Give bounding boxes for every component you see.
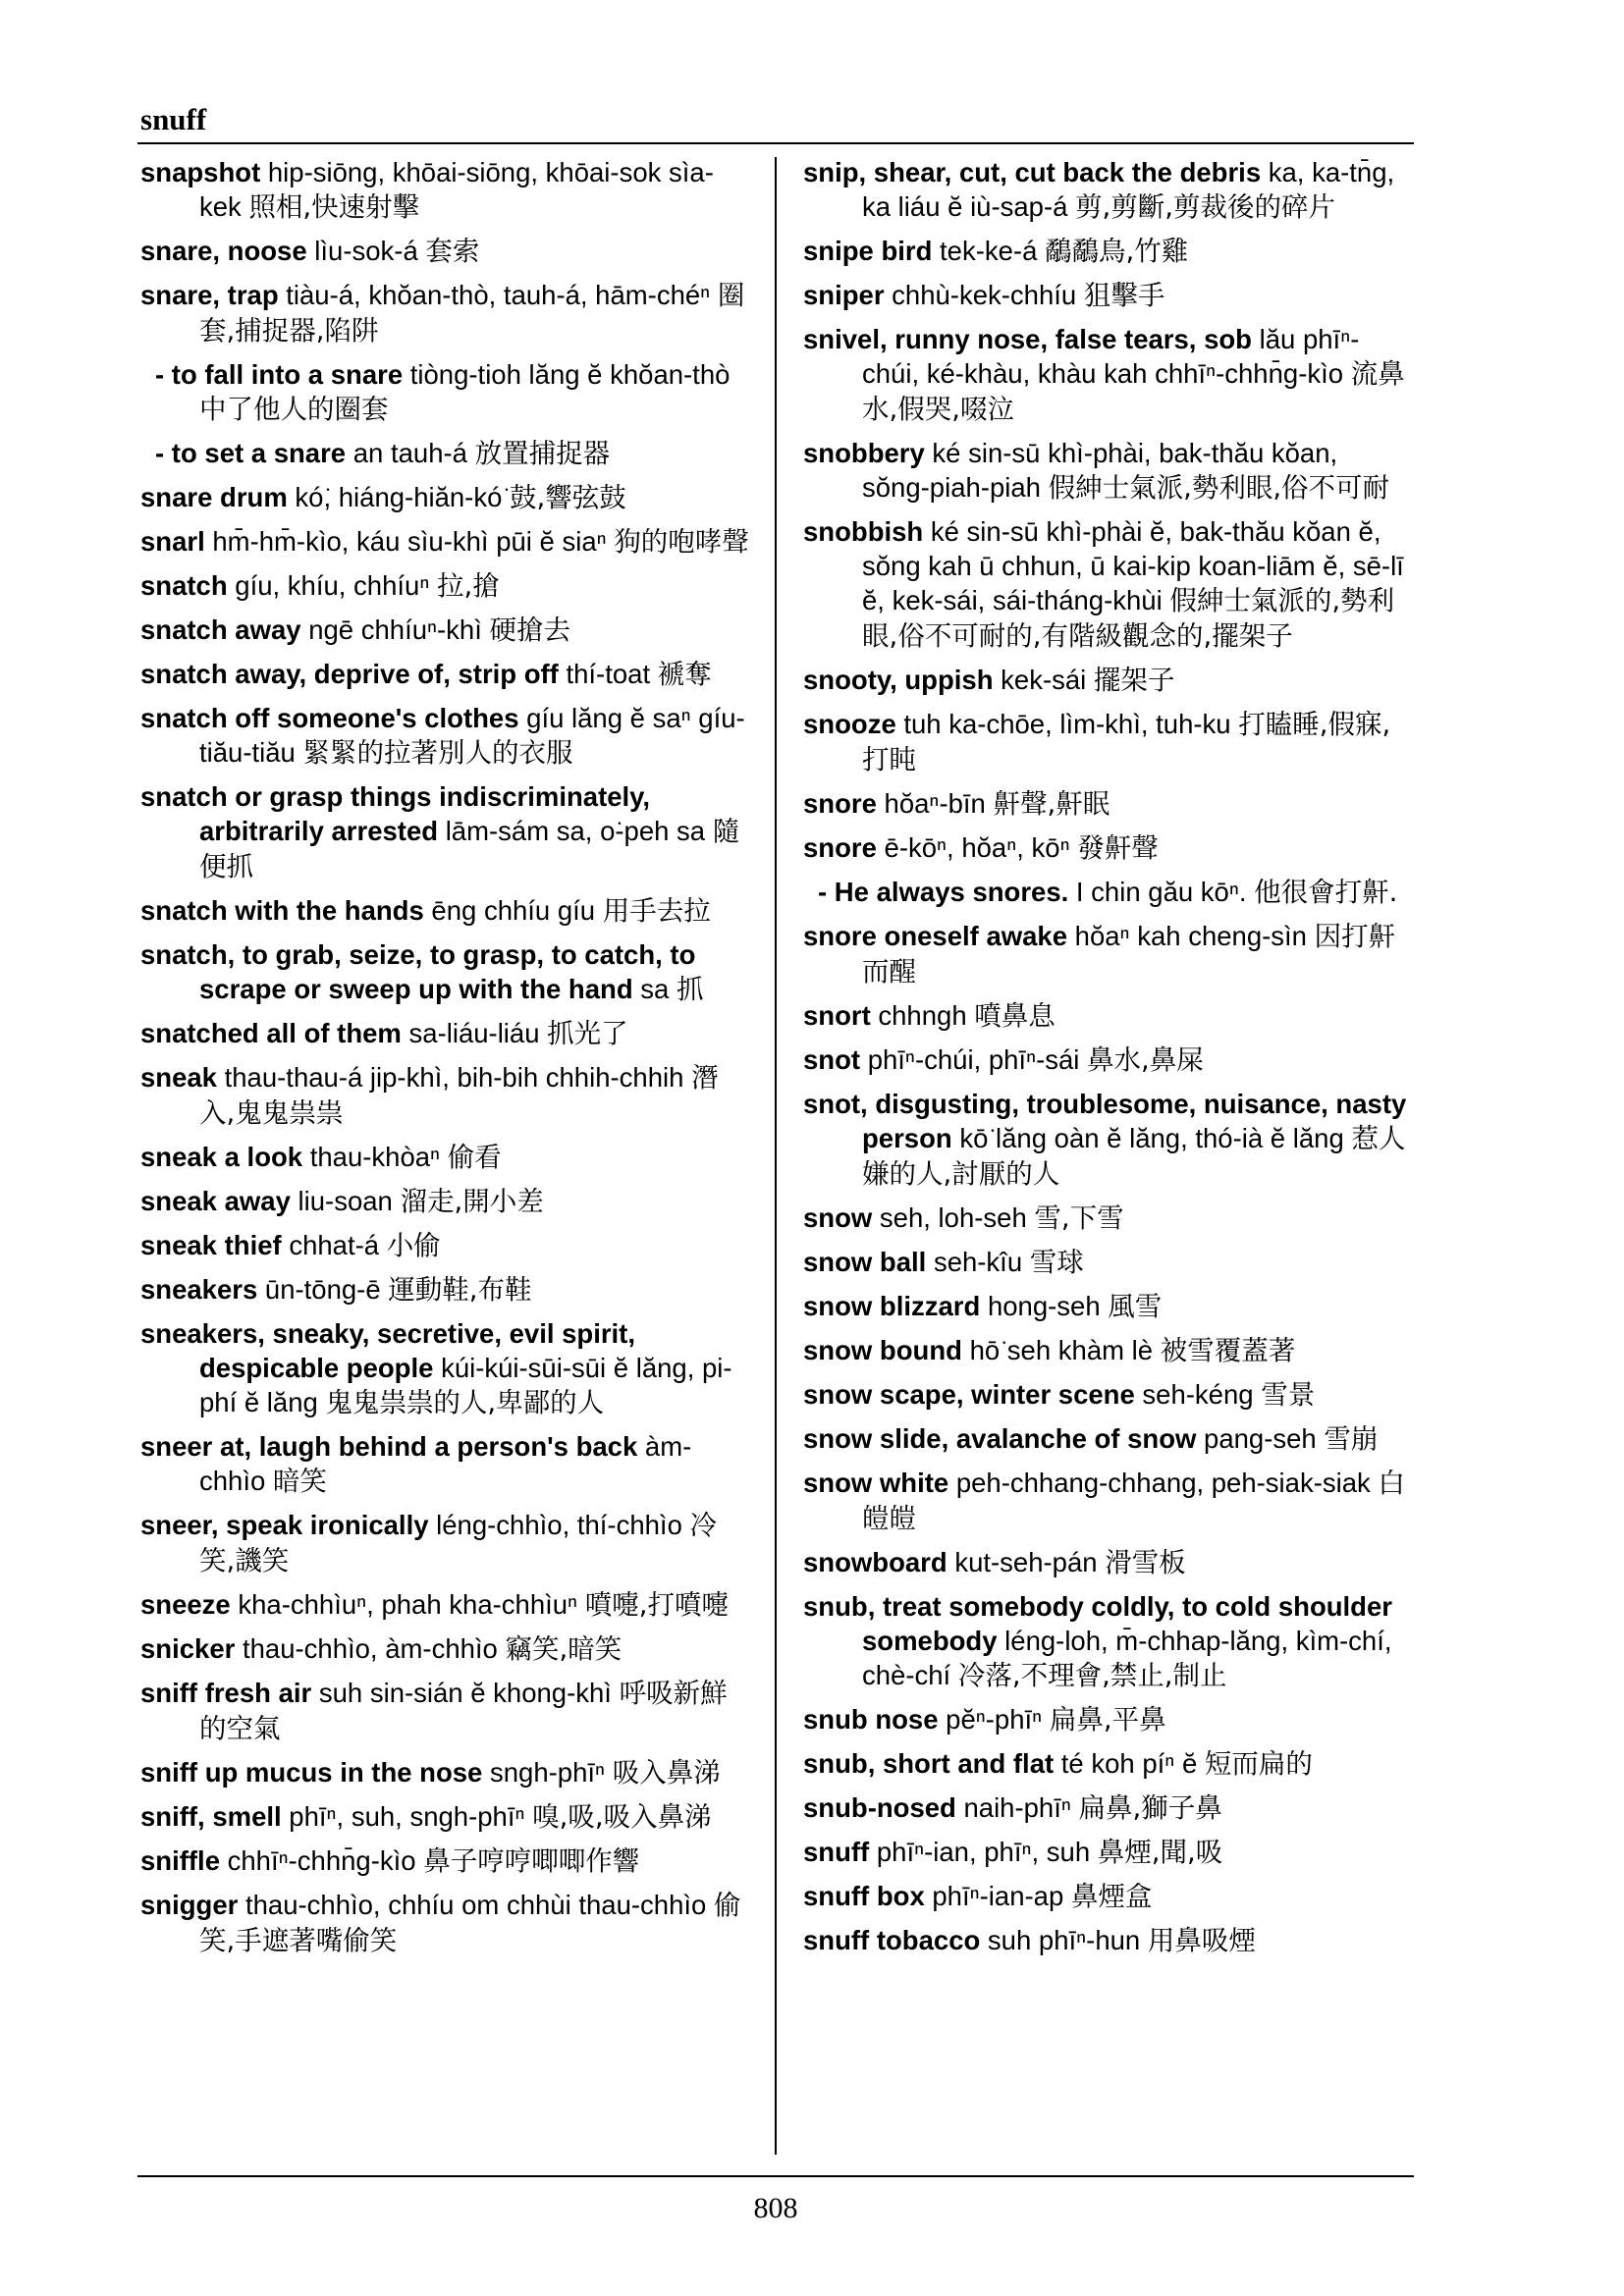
dictionary-entry bbox=[140, 937, 749, 1007]
chinese-translation: 雪球 bbox=[1029, 1247, 1084, 1278]
romanization: tiàu-á, khŏan-thò, tauh-á, hām-chéⁿ bbox=[286, 280, 711, 310]
headword: snub, short and flat bbox=[803, 1748, 1055, 1779]
left-column bbox=[140, 155, 749, 1967]
dictionary-entry bbox=[140, 1316, 749, 1420]
headword: sneak thief bbox=[140, 1230, 282, 1260]
chinese-translation: 風雪 bbox=[1108, 1291, 1163, 1322]
romanization: kó͘, hiáng-hiăn-kó͘ bbox=[295, 482, 503, 512]
headword: sneer, speak ironically bbox=[140, 1510, 429, 1540]
romanization: kō͘ lăng oàn ĕ lăng, thó-ià ĕ lăng bbox=[959, 1123, 1344, 1153]
headword: snobbish bbox=[803, 516, 924, 547]
romanization: té koh píⁿ ĕ bbox=[1060, 1748, 1198, 1779]
headword: sneer at, laugh behind a person's back bbox=[140, 1431, 638, 1462]
chinese-translation: 抓 bbox=[676, 974, 704, 1005]
headword: snatch away bbox=[140, 614, 301, 645]
romanization: chhngh bbox=[878, 1000, 967, 1031]
chinese-translation: 小偷 bbox=[386, 1230, 441, 1261]
chinese-translation: 放置捕捉器 bbox=[474, 438, 611, 469]
dictionary-entry bbox=[803, 1333, 1412, 1368]
dictionary-entry bbox=[140, 893, 749, 929]
romanization: kha-chhìuⁿ, phah kha-chhìuⁿ bbox=[238, 1589, 578, 1620]
headword: sneakers, sneaky, secretive, evil spirit, despicable people bbox=[140, 1318, 635, 1383]
headword: sniffle bbox=[140, 1845, 220, 1876]
headword: snobbery bbox=[803, 438, 925, 468]
footer-rule bbox=[137, 2175, 1414, 2177]
chinese-translation: 打瞌睡,假寐,打盹 bbox=[862, 709, 1391, 775]
headword: snooty, uppish bbox=[803, 665, 994, 695]
chinese-translation: 雪,下雪 bbox=[1034, 1202, 1124, 1234]
romanization: lām-sám sa, o͘-peh sa bbox=[445, 816, 706, 846]
chinese-translation: 竊笑,暗笑 bbox=[505, 1633, 623, 1665]
chinese-translation: 噴鼻息 bbox=[974, 1000, 1056, 1032]
dictionary-entry bbox=[803, 1377, 1412, 1413]
column-divider bbox=[775, 157, 777, 2155]
romanization: sa-liáu-liáu bbox=[408, 1018, 540, 1048]
dictionary-entry bbox=[803, 919, 1412, 989]
header-rule bbox=[137, 142, 1414, 144]
dictionary-entry bbox=[140, 278, 749, 348]
romanization: hŏaⁿ-bīn bbox=[884, 788, 986, 819]
chinese-translation: 用手去拉 bbox=[602, 895, 711, 927]
dictionary-entry bbox=[140, 1272, 749, 1308]
headword: sneak away bbox=[140, 1186, 291, 1216]
romanization: suh sin-sián ĕ khong-khì bbox=[318, 1678, 612, 1708]
dictionary-entry bbox=[803, 1289, 1412, 1324]
headword: snivel, runny nose, false tears, sob bbox=[803, 324, 1252, 354]
chinese-translation: 惹人嫌的人,討厭的人 bbox=[862, 1123, 1406, 1190]
romanization: chhīⁿ-chhn̄g-kìo bbox=[227, 1845, 416, 1876]
chinese-translation: 偷笑,手遮著嘴偷笑 bbox=[199, 1890, 741, 1956]
romanization: phīⁿ-chúi, phīⁿ-sái bbox=[867, 1044, 1080, 1075]
dictionary-entry bbox=[140, 1060, 749, 1131]
chinese-translation: 鼻子哼哼唧唧作響 bbox=[423, 1845, 640, 1877]
example-entry bbox=[140, 357, 749, 427]
headword: sniper bbox=[803, 280, 885, 310]
headword: snooze bbox=[803, 709, 896, 739]
headword: snot, disgusting, troublesome, nuisance, nasty person bbox=[803, 1089, 1407, 1153]
headword: snatch bbox=[140, 570, 228, 601]
dictionary-entry bbox=[140, 701, 749, 771]
romanization: suh phīⁿ-hun bbox=[987, 1925, 1141, 1955]
dictionary-entry bbox=[803, 830, 1412, 866]
chinese-translation: 隨便抓 bbox=[199, 816, 740, 882]
romanization: tek-ke-á bbox=[940, 236, 1038, 266]
romanization: hō͘ seh khàm lè bbox=[969, 1335, 1154, 1365]
romanization: phīⁿ, suh, sngh-phīⁿ bbox=[289, 1801, 525, 1832]
headword: - to fall into a snare bbox=[155, 359, 404, 390]
dictionary-entry bbox=[803, 155, 1412, 225]
dictionary-entry bbox=[140, 480, 749, 515]
guide-word: snuff bbox=[140, 102, 207, 136]
romanization: ngē chhíuⁿ-khì bbox=[308, 614, 482, 645]
headword: snatch, to grab, seize, to grasp, to catch, to scrape or sweep up with the hand bbox=[140, 939, 696, 1004]
chinese-translation: 雪崩 bbox=[1324, 1423, 1379, 1455]
romanization: thau-chhìo, àm-chhìo bbox=[242, 1633, 498, 1664]
headword: snub nose bbox=[803, 1704, 939, 1735]
romanization: seh-kéng bbox=[1142, 1379, 1254, 1410]
headword: snatched all of them bbox=[140, 1018, 402, 1048]
dictionary-entry bbox=[140, 1140, 749, 1175]
romanization: thau-khòaⁿ bbox=[309, 1142, 441, 1172]
chinese-translation: 鬼鬼祟祟的人,卑鄙的人 bbox=[325, 1387, 605, 1418]
example-entry bbox=[803, 875, 1412, 910]
page-number: 808 bbox=[753, 2192, 798, 2224]
dictionary-entry bbox=[803, 998, 1412, 1034]
headword: - He always snores. bbox=[818, 877, 1069, 907]
romanization: kut-seh-pán bbox=[954, 1547, 1098, 1577]
chinese-translation: 中了他人的圈套 bbox=[199, 394, 389, 425]
chinese-translation: 圈套,捕捉器,陷阱 bbox=[199, 280, 745, 347]
headword: - to set a snare bbox=[155, 438, 347, 468]
romanization: pang-seh bbox=[1204, 1423, 1317, 1454]
chinese-translation: 潛入,鬼鬼祟祟 bbox=[199, 1062, 719, 1129]
dictionary-entry bbox=[140, 1429, 749, 1499]
dictionary-entry bbox=[803, 514, 1412, 654]
chinese-translation: 運動鞋,布鞋 bbox=[388, 1274, 532, 1306]
romanization: an tauh-á bbox=[352, 438, 467, 468]
headword: snow ball bbox=[803, 1247, 927, 1277]
dictionary-entry bbox=[140, 1676, 749, 1746]
headword: snow white bbox=[803, 1468, 949, 1498]
romanization: peh-chhang-chhang, peh-siak-siak bbox=[955, 1468, 1371, 1498]
dictionary-entry bbox=[803, 1589, 1412, 1693]
romanization: kek-sái bbox=[1001, 665, 1087, 695]
headword: snore oneself awake bbox=[803, 921, 1068, 951]
dictionary-entry bbox=[803, 1421, 1412, 1457]
romanization: ké sin-sū khì-phài, bak-thău kŏan, sŏng-piah-piah bbox=[862, 438, 1338, 503]
romanization: hm̄-hm̄-kìo, káu sìu-khì pūi ĕ siaⁿ bbox=[212, 526, 607, 557]
chinese-translation: 狗的咆哮聲 bbox=[614, 526, 749, 558]
dictionary-entry bbox=[140, 1843, 749, 1879]
headword: sneak a look bbox=[140, 1142, 303, 1172]
dictionary-entry bbox=[803, 1545, 1412, 1580]
chinese-translation: 抓光了 bbox=[547, 1018, 628, 1049]
chinese-translation: 硬搶去 bbox=[489, 614, 571, 646]
headword: snuff tobacco bbox=[803, 1925, 981, 1955]
dictionary-entry bbox=[803, 234, 1412, 269]
romanization: seh-kîu bbox=[933, 1247, 1023, 1277]
headword: snare drum bbox=[140, 482, 288, 512]
chinese-translation: 假紳士氣派的,勢利眼,俗不可耐的,有階級觀念的,擺架子 bbox=[862, 585, 1395, 652]
dictionary-entry bbox=[803, 1746, 1412, 1782]
dictionary-entry bbox=[140, 524, 749, 560]
romanization: hip-siōng, khōai-siōng, khōai-sok sìa-kek bbox=[199, 157, 714, 222]
romanization: hŏaⁿ kah cheng-sìn bbox=[1074, 921, 1307, 951]
chinese-translation: 因打鼾而醒 bbox=[862, 921, 1396, 988]
dictionary-entry bbox=[140, 779, 749, 884]
romanization: seh, loh-seh bbox=[879, 1202, 1027, 1233]
dictionary-entry bbox=[803, 707, 1412, 777]
headword: snatch or grasp things indiscriminately, arbitrarily arrested bbox=[140, 781, 651, 846]
chinese-translation: 他很會打鼾. bbox=[1254, 877, 1398, 908]
chinese-translation: 假紳士氣派,勢利眼,俗不可耐 bbox=[1048, 472, 1390, 504]
headword: snare, trap bbox=[140, 280, 279, 310]
chinese-translation: 發鼾聲 bbox=[1077, 832, 1159, 864]
dictionary-entry bbox=[803, 1879, 1412, 1914]
romanization: thau-thau-á jip-khì, bih-bih chhih-chhih bbox=[224, 1062, 684, 1093]
headword: snow bbox=[803, 1202, 873, 1233]
chinese-translation: 鼓,響弦鼓 bbox=[510, 482, 626, 513]
headword: snub-nosed bbox=[803, 1792, 956, 1823]
headword: sneakers bbox=[140, 1274, 258, 1305]
chinese-translation: 鼻煙盒 bbox=[1070, 1881, 1153, 1912]
dictionary-entry bbox=[803, 1042, 1412, 1078]
romanization: liu-soan bbox=[298, 1186, 393, 1216]
headword: snare, noose bbox=[140, 236, 307, 266]
romanization: naih-phīⁿ bbox=[963, 1792, 1071, 1823]
chinese-translation: 狙擊手 bbox=[1083, 280, 1165, 311]
chinese-translation: 被雪覆蓋著 bbox=[1160, 1335, 1296, 1366]
chinese-translation: 緊緊的拉著別人的衣服 bbox=[302, 737, 573, 769]
headword: snore bbox=[803, 832, 877, 863]
dictionary-entry bbox=[140, 1755, 749, 1790]
headword: sneak bbox=[140, 1062, 217, 1093]
headword: snub, treat somebody coldly, to cold shoulder somebody bbox=[803, 1591, 1392, 1656]
dictionary-entry bbox=[140, 613, 749, 648]
chinese-translation: 拉,搶 bbox=[437, 570, 500, 602]
romanization: ka, ka-tn̄g, ka liáu ĕ iù-sap-á bbox=[862, 157, 1395, 222]
romanization: sngh-phīⁿ bbox=[490, 1757, 606, 1788]
chinese-translation: 冷笑,譏笑 bbox=[199, 1510, 718, 1576]
dictionary-entry bbox=[803, 278, 1412, 313]
chinese-translation: 擺架子 bbox=[1093, 665, 1175, 696]
romanization: phīⁿ-ian-ap bbox=[932, 1881, 1064, 1911]
dictionary-entry bbox=[140, 657, 749, 692]
headword: snip, shear, cut, cut back the debris bbox=[803, 157, 1262, 187]
example-entry bbox=[140, 436, 749, 471]
headword: sniff up mucus in the nose bbox=[140, 1757, 483, 1788]
dictionary-entry bbox=[140, 155, 749, 225]
dictionary-entry bbox=[140, 1016, 749, 1051]
romanization: ēng chhíu gíu bbox=[431, 895, 596, 926]
chinese-translation: 褫奪 bbox=[657, 659, 712, 690]
romanization: kúi-kúi-sūi-sūi ĕ lăng, pi-phí ĕ lăng bbox=[199, 1353, 732, 1417]
headword: snow blizzard bbox=[803, 1291, 981, 1321]
headword: snore bbox=[803, 788, 877, 819]
headword: snuff box bbox=[803, 1881, 925, 1911]
chinese-translation: 套索 bbox=[425, 236, 480, 267]
chinese-translation: 鼻水,鼻屎 bbox=[1087, 1044, 1204, 1076]
headword: snuff bbox=[803, 1837, 870, 1867]
dictionary-entry bbox=[140, 568, 749, 604]
dictionary-entry bbox=[803, 663, 1412, 698]
chinese-translation: 偷看 bbox=[447, 1142, 502, 1173]
chinese-translation: 剪,剪斷,剪裁後的碎片 bbox=[1075, 191, 1336, 223]
headword: sniff fresh air bbox=[140, 1678, 312, 1708]
chinese-translation: 冷落,不理會,禁止,制止 bbox=[957, 1660, 1227, 1691]
dictionary-entry bbox=[140, 1228, 749, 1263]
romanization: gíu lăng ĕ saⁿ gíu-tiău-tiău bbox=[199, 703, 745, 768]
dictionary-entry bbox=[803, 1835, 1412, 1870]
chinese-translation: 滑雪板 bbox=[1105, 1547, 1186, 1578]
dictionary-entry bbox=[803, 322, 1412, 427]
dictionary-entry bbox=[803, 436, 1412, 506]
chinese-translation: 吸入鼻涕 bbox=[612, 1757, 721, 1789]
chinese-translation: 鼾聲,鼾眠 bbox=[993, 788, 1110, 820]
right-column bbox=[803, 155, 1412, 1967]
romanization: chhù-kek-chhíu bbox=[892, 280, 1077, 310]
romanization: ē-kōⁿ, hŏaⁿ, kōⁿ bbox=[884, 832, 1070, 863]
headword: snow bound bbox=[803, 1335, 962, 1365]
dictionary-entry bbox=[803, 1201, 1412, 1236]
dictionary-entry bbox=[140, 1508, 749, 1578]
romanization: ké sin-sū khì-phài ĕ, bak-thău kŏan ĕ, sŏng kah ū chhun, ū kai-kip koan-liām ĕ, sē-lī ĕ, kek-sái, sái-tháng-khùi bbox=[862, 516, 1404, 615]
romanization: thí-toat bbox=[566, 659, 651, 689]
romanization: I chin gău kōⁿ. bbox=[1075, 877, 1247, 907]
headword: snicker bbox=[140, 1633, 236, 1664]
dictionary-entry bbox=[140, 1799, 749, 1835]
romanization: àm-chhìo bbox=[199, 1431, 692, 1496]
headword: snowboard bbox=[803, 1547, 947, 1577]
headword: snot bbox=[803, 1044, 861, 1075]
romanization: phīⁿ-ian, phīⁿ, suh bbox=[876, 1837, 1091, 1867]
dictionary-entry bbox=[803, 786, 1412, 822]
headword: sniff, smell bbox=[140, 1801, 282, 1832]
romanization: thau-chhìo, chhíu om chhùi thau-chhìo bbox=[244, 1890, 707, 1920]
dictionary-entry bbox=[803, 1087, 1412, 1192]
chinese-translation: 噴嚏,打噴嚏 bbox=[584, 1589, 729, 1621]
romanization: lìu-sok-á bbox=[314, 236, 418, 266]
dictionary-entry bbox=[140, 1587, 749, 1623]
dictionary-entry bbox=[803, 1245, 1412, 1280]
chinese-translation: 雪景 bbox=[1261, 1379, 1316, 1411]
chinese-translation: 照相,快速射擊 bbox=[248, 191, 420, 223]
chinese-translation: 用鼻吸煙 bbox=[1147, 1925, 1256, 1956]
romanization: ūn-tōng-ē bbox=[264, 1274, 381, 1305]
romanization: sa bbox=[640, 974, 670, 1004]
headword: snow scape, winter scene bbox=[803, 1379, 1135, 1410]
headword: snort bbox=[803, 1000, 871, 1031]
chinese-translation: 暗笑 bbox=[272, 1466, 327, 1497]
romanization: gíu, khíu, chhíuⁿ bbox=[235, 570, 430, 601]
chinese-translation: 鼻煙,聞,吸 bbox=[1097, 1837, 1223, 1868]
chinese-translation: 扁鼻,獅子鼻 bbox=[1078, 1792, 1222, 1824]
romanization: pĕⁿ-phīⁿ bbox=[946, 1704, 1043, 1735]
romanization: hong-seh bbox=[987, 1291, 1101, 1321]
dictionary-entry bbox=[140, 234, 749, 269]
dictionary-entry bbox=[803, 1923, 1412, 1958]
headword: snatch off someone's clothes bbox=[140, 703, 519, 733]
dictionary-entry bbox=[803, 1466, 1412, 1536]
headword: snow slide, avalanche of snow bbox=[803, 1423, 1197, 1454]
chinese-translation: 流鼻水,假哭,啜泣 bbox=[862, 358, 1405, 425]
chinese-translation: 溜走,開小差 bbox=[400, 1186, 544, 1217]
chinese-translation: 呼吸新鮮的空氣 bbox=[199, 1678, 728, 1744]
headword: snipe bird bbox=[803, 236, 933, 266]
romanization: lău phīⁿ-chúi, ké-khàu, khàu kah chhīⁿ-chhn̄g-kìo bbox=[862, 324, 1360, 389]
romanization: léng-loh, m̄-chhap-lăng, kìm-chí, chè-chí bbox=[862, 1626, 1392, 1690]
headword: sneeze bbox=[140, 1589, 231, 1620]
dictionary-entry bbox=[140, 1888, 749, 1958]
romanization: tiòng-tioh lăng ĕ khŏan-thò bbox=[409, 359, 731, 390]
romanization: chhat-á bbox=[289, 1230, 380, 1260]
chinese-translation: 鷸鷸鳥,竹雞 bbox=[1045, 236, 1189, 267]
headword: snatch with the hands bbox=[140, 895, 424, 926]
headword: snarl bbox=[140, 526, 205, 557]
headword: snigger bbox=[140, 1890, 239, 1920]
dictionary-entry bbox=[803, 1790, 1412, 1826]
dictionary-entry bbox=[140, 1631, 749, 1667]
dictionary-entry bbox=[140, 1184, 749, 1219]
chinese-translation: 短而扁的 bbox=[1204, 1748, 1313, 1780]
chinese-translation: 扁鼻,平鼻 bbox=[1049, 1704, 1166, 1735]
dictionary-entry bbox=[803, 1702, 1412, 1737]
romanization: léng-chhìo, thí-chhìo bbox=[436, 1510, 682, 1540]
headword: snapshot bbox=[140, 157, 261, 187]
chinese-translation: 白皚皚 bbox=[862, 1468, 1405, 1534]
romanization: tuh ka-chōe, lìm-khì, tuh-ku bbox=[903, 709, 1231, 739]
chinese-translation: 嗅,吸,吸入鼻涕 bbox=[532, 1801, 712, 1833]
headword: snatch away, deprive of, strip off bbox=[140, 659, 559, 689]
